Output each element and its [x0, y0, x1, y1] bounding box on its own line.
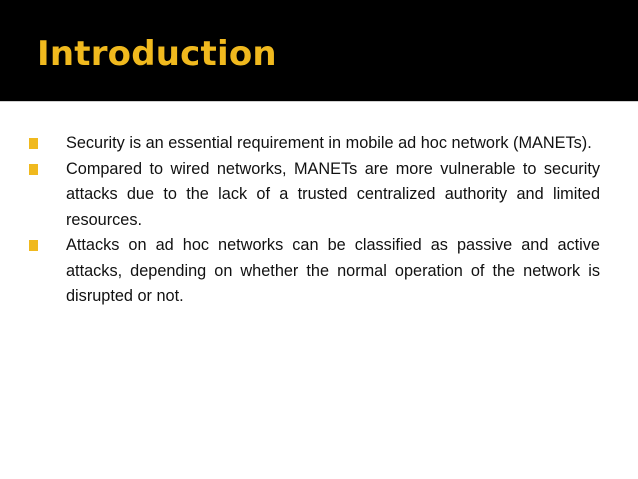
bullet-square-icon: [29, 240, 38, 251]
bullet-square-icon: [29, 138, 38, 149]
slide-title: Introduction: [37, 34, 277, 74]
bullet-item: [28, 131, 600, 157]
bullet-square-icon: [29, 164, 38, 175]
bullet-list: [28, 131, 600, 310]
bullet-item: [28, 157, 600, 234]
bullet-text: Attacks on ad hoc networks can be classified as passive and active attacks, depending on whether the normal operation of the network is disrupted or not.: [66, 236, 600, 305]
title-divider: [0, 101, 638, 102]
title-bar: [0, 0, 638, 101]
bullet-text: Security is an essential requirement in mobile ad hoc network (MANETs).: [66, 134, 592, 152]
bullet-text: Compared to wired networks, MANETs are more vulnerable to security attacks due to the lack of a trusted centralized authority and limited resources.: [66, 159, 600, 229]
bullet-item: [28, 233, 600, 310]
